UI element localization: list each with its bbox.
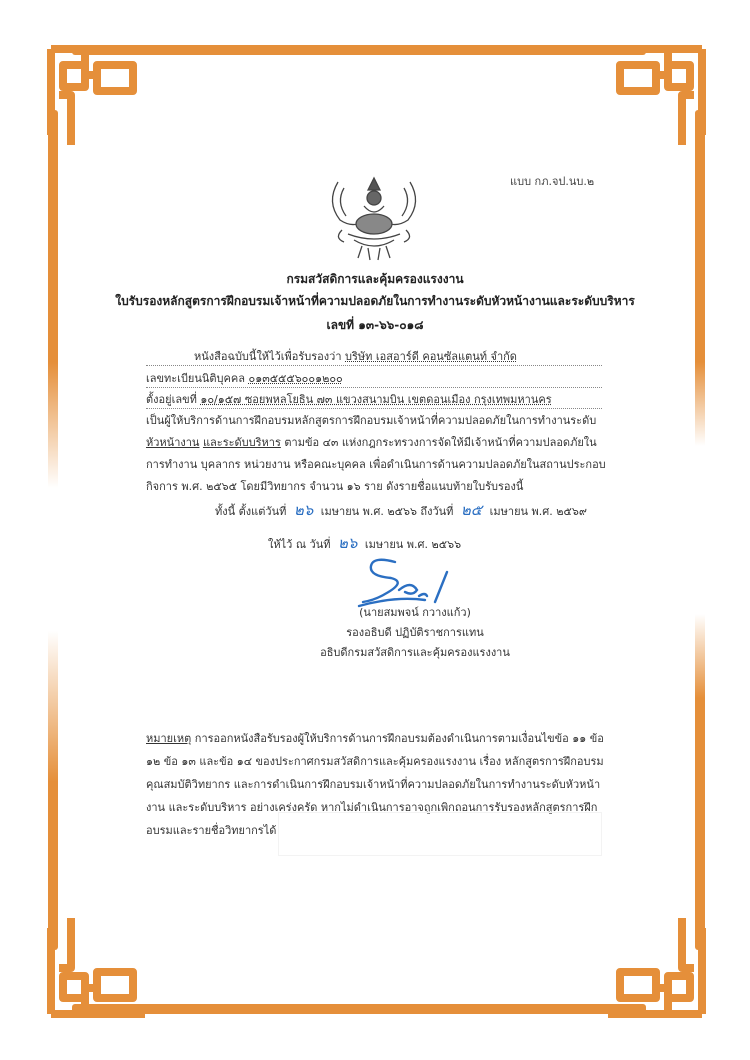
corner-ornament-icon — [608, 918, 708, 1018]
certificate-title: ใบรับรองหลักสูตรการฝึกอบรมเจ้าหน้าที่ความปลอดภัยในการทำงานระดับหัวหน้างานและระดับบริหาร — [115, 294, 635, 308]
note-text: การออกหนังสือรับรองผู้ให้บริการด้านการฝึกอบรมต้องดำเนินการตามเงื่อนไขข้อ ๑๑ ข้อ ๑๒ ข้อ ๑๓ และข้อ ๑๔ ของประกาศกรมสวัสดิการและคุ้มครองแรงงาน เรื่อง หลักสูตรการฝึกอบรม คุณสมบัติวิทยากร และการดำเนินการฝึกอบรมเจ้าหน้าที่ความปลอดภัยในการทำงานระดับหัวหน้างาน และระดับบริหาร อย่างเคร่งครัด หากไม่ดำเนินการอาจถูกเพิกถอนการรับรองหลักสูตรการฝึกอบรมและรายชื่อวิทยากรได้ — [146, 732, 604, 837]
certify-label: หนังสือฉบับนี้ให้ไว้เพื่อรับรองว่า — [194, 350, 342, 363]
border-top — [72, 45, 646, 55]
end-day-handwritten: ๒๕ — [460, 501, 483, 519]
certificate-paragraph — [146, 410, 614, 498]
validity-period — [215, 498, 587, 522]
border-right — [695, 110, 705, 950]
garuda-emblem-icon — [318, 172, 430, 262]
signatory-on-behalf: อธิบดีกรมสวัสดิการและคุ้มครองแรงงาน — [320, 646, 510, 659]
certify-line — [146, 347, 602, 366]
address-value: ๑๐/๑๕๗ ซอยพหลโยธิน ๗๓ แขวงสนามบิน เขตดอนเมือง กรุงเทพมหานคร — [200, 393, 552, 406]
address-label: ตั้งอยู่เลขที่ — [146, 393, 197, 406]
issue-day-handwritten: ๒๖ — [337, 534, 358, 552]
border-left — [48, 110, 58, 950]
end-month-year: เมษายน พ.ศ. ๒๕๖๙ — [489, 505, 587, 518]
issue-prefix: ให้ไว้ ณ วันที่ — [268, 538, 331, 551]
paragraph-text: เป็นผู้ให้บริการด้านการฝึกอบรมหลักสูตรการฝึกอบรมเจ้าหน้าที่ความปลอดภัยในการทำงานระดับ — [146, 414, 597, 427]
corner-ornament-icon — [45, 918, 145, 1018]
start-day-handwritten: ๒๖ — [293, 501, 314, 519]
form-code: แบบ กภ.จป.นบ.๒ — [510, 175, 595, 188]
signatory-position: รองอธิบดี ปฏิบัติราชการแทน — [346, 626, 484, 639]
paragraph-text: ตามข้อ ๔๓ แห่งกฎกระทรวงการจัดให้มีเจ้าหน้าที่ความปลอดภัยในการทำงาน บุคลากร หน่วยงาน หรือคณะบุคคล เพื่อดำเนินการด้านความปลอดภัยในสถานประกอบกิจการ พ.ศ. ๒๕๖๕ โดยมีวิทยากร จำนวน ๑๖ ราย ดังรายชื่อแนบท้ายใบรับรองนี้ — [146, 436, 606, 493]
number-value: ๑๓-๖๖-๐๑๘ — [358, 318, 424, 332]
corner-ornament-icon — [608, 45, 708, 145]
number-label: เลขที่ — [326, 318, 355, 332]
paragraph-underlined: หัวหน้างาน — [146, 436, 200, 449]
paragraph-underlined: และระดับบริหาร — [202, 436, 281, 449]
agency-name: กรมสวัสดิการและคุ้มครองแรงงาน — [286, 272, 464, 286]
registration-line — [146, 369, 602, 388]
start-month-year: เมษายน พ.ศ. ๒๕๖๖ ถึงวันที่ — [320, 505, 454, 518]
signatory-name: (นายสมพจน์ กวางแก้ว) — [359, 606, 471, 619]
validity-prefix: ทั้งนี้ ตั้งแต่วันที่ — [215, 505, 287, 518]
address-line — [146, 390, 602, 409]
corner-ornament-icon — [45, 45, 145, 145]
note-label: หมายเหตุ — [146, 732, 192, 745]
certificate-number — [100, 316, 650, 335]
registration-label: เลขทะเบียนนิติบุคคล — [146, 372, 245, 385]
border-bottom — [72, 1004, 646, 1014]
registration-number: ๐๑๓๕๕๕๖๐๐๑๒๐๐ — [248, 372, 343, 385]
company-name: บริษัท เอสอาร์ดี คอนซัลแตนท์ จำกัด — [345, 350, 517, 363]
issue-month-year: เมษายน พ.ศ. ๒๕๖๖ — [364, 538, 462, 551]
faint-stamp-area — [278, 812, 602, 856]
